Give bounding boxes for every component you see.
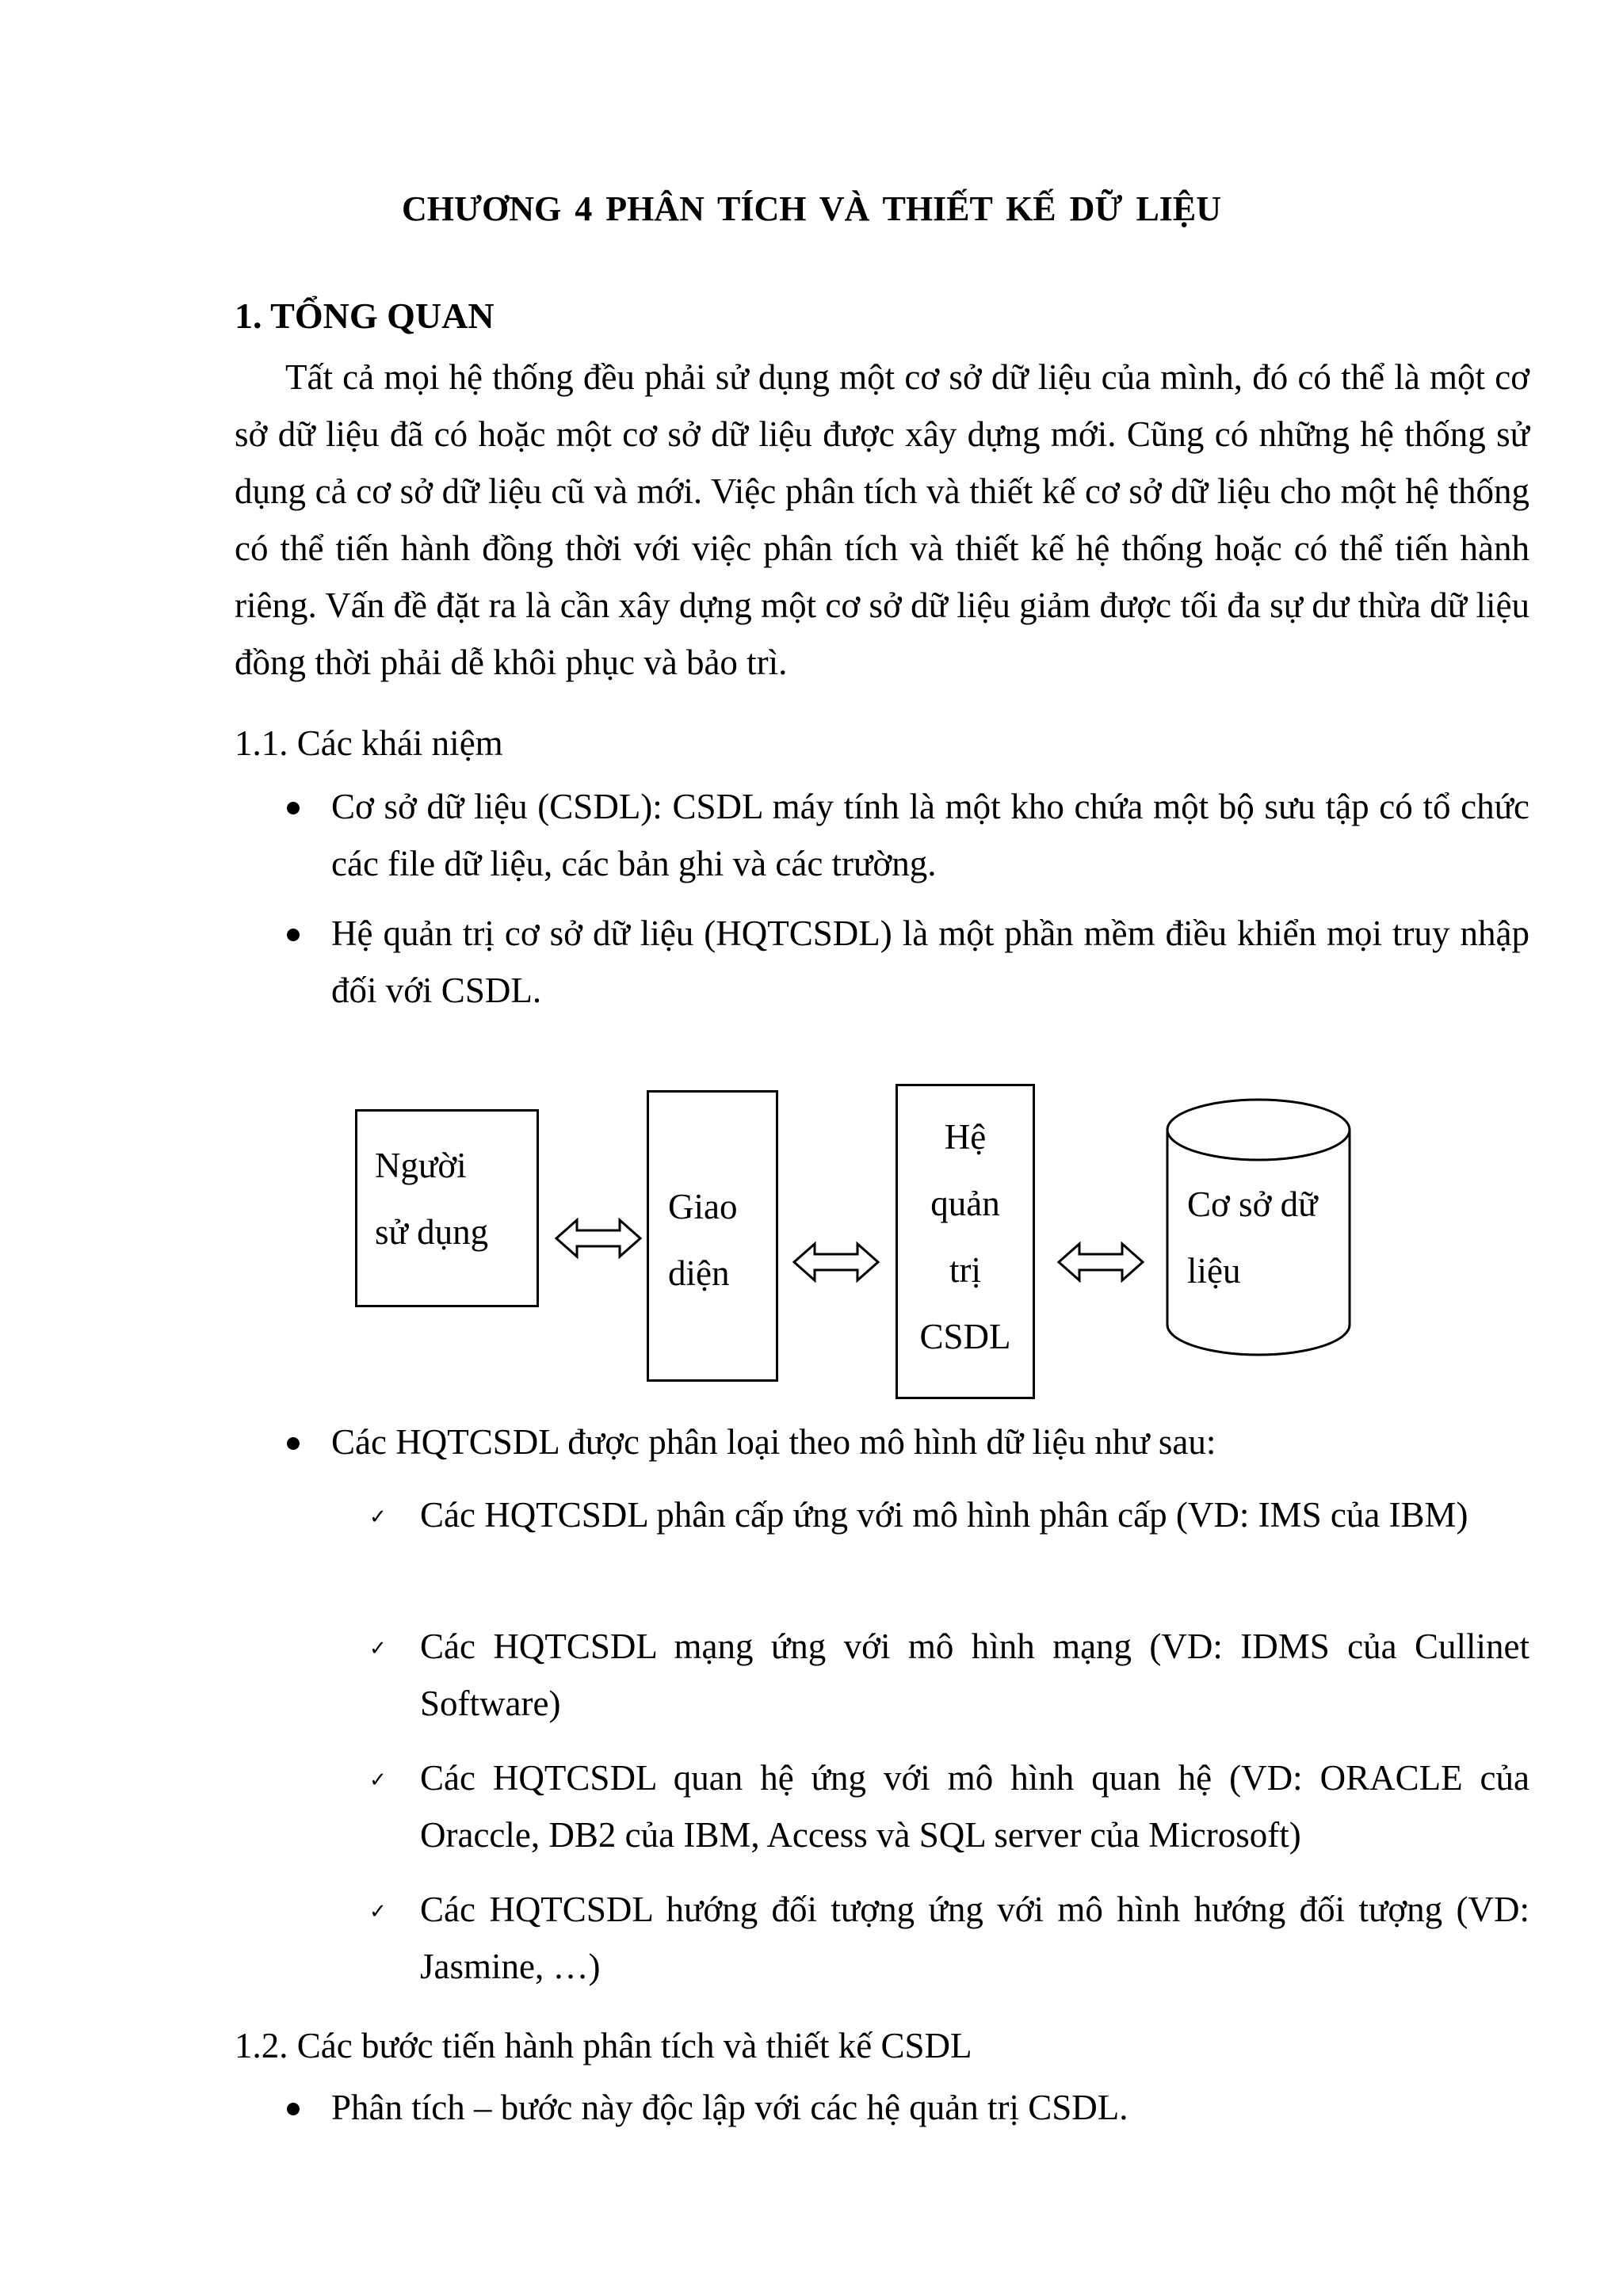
classification-item-object-oriented: Các HQTCSDL hướng đối tượng ứng với mô hình hướng đối tượng (VD: Jasmine, …) bbox=[420, 1890, 1529, 1986]
bullet-icon bbox=[287, 929, 300, 941]
section-heading-steps: 1.2. Các bước tiến hành phân tích và thiết kế CSDL bbox=[235, 2026, 972, 2065]
section-heading-concepts: 1.1. Các khái niệm bbox=[235, 723, 503, 763]
diagram-user-line2: sử dụng bbox=[375, 1212, 489, 1252]
diagram-box-interface bbox=[647, 1090, 778, 1382]
diagram-dbms-line1: Hệ bbox=[944, 1117, 987, 1157]
classification-item-network: Các HQTCSDL mạng ứng với mô hình mạng (VD: IDMS của Cullinet Software) bbox=[420, 1627, 1529, 1723]
double-arrow-icon bbox=[1057, 1241, 1144, 1283]
diagram-dbms-line2: quản bbox=[930, 1184, 1000, 1223]
chapter-title: CHƯƠNG 4 PHÂN TÍCH VÀ THIẾT KẾ DỮ LIỆU bbox=[401, 189, 1222, 228]
diagram-database-line1: Cơ sở dữ bbox=[1187, 1184, 1318, 1224]
double-arrow-icon bbox=[555, 1217, 642, 1260]
double-arrow-icon bbox=[792, 1241, 880, 1283]
diagram-user-line1: Người bbox=[375, 1146, 467, 1185]
check-icon: ✓ bbox=[369, 1505, 387, 1528]
bullet-icon bbox=[287, 802, 300, 814]
classification-item-relational: Các HQTCSDL quan hệ ứng với mô hình quan hệ (VD: ORACLE của Oraccle, DB2 của IBM, Access và SQL server của Microsoft) bbox=[420, 1758, 1529, 1855]
diagram-interface-line2: diện bbox=[668, 1253, 730, 1293]
diagram-box-dbms bbox=[896, 1084, 1035, 1399]
bullet-item-analysis: Phân tích – bước này độc lập với các hệ quản trị CSDL. bbox=[331, 2088, 1128, 2127]
diagram-dbms-line4: CSDL bbox=[919, 1317, 1011, 1356]
diagram-dbms-line3: trị bbox=[949, 1250, 981, 1290]
bullet-item-hqtcsdl: Hệ quản trị cơ sở dữ liệu (HQTCSDL) là một phần mềm điều khiển mọi truy nhập đối với CSDL. bbox=[331, 913, 1529, 1010]
classification-item-hierarchical: Các HQTCSDL phân cấp ứng với mô hình phân cấp (VD: IMS của IBM) bbox=[420, 1495, 1468, 1535]
check-icon: ✓ bbox=[369, 1900, 387, 1923]
check-icon: ✓ bbox=[369, 1768, 387, 1791]
diagram-interface-line1: Giao bbox=[668, 1187, 738, 1226]
diagram-database-line2: liệu bbox=[1187, 1251, 1241, 1291]
check-icon: ✓ bbox=[369, 1637, 387, 1660]
bullet-item-csdl: Cơ sở dữ liệu (CSDL): CSDL máy tính là một kho chứa một bộ sưu tập có tổ chức các file dữ liệu, các bản ghi và các trường. bbox=[331, 787, 1529, 883]
bullet-icon bbox=[287, 2103, 300, 2115]
bullet-icon bbox=[287, 1437, 300, 1450]
overview-paragraph: Tất cả mọi hệ thống đều phải sử dụng một cơ sở dữ liệu của mình, đó có thể là một cơ sở dữ liệu đã có hoặc một cơ sở dữ liệu được xây dựng mới. Cũng có những hệ thống sử dụng cả cơ sở dữ liệu cũ và mới. Việc phân tích và thiết kế cơ sở dữ liệu cho một hệ thống có thể tiến hành đồng thời với việc phân tích và thiết kế hệ thống hoặc có thể tiến hành riêng. Vấn đề đặt ra là cần xây dựng một cơ sở dữ liệu giảm được tối đa sự dư thừa dữ liệu đồng thời phải dễ khôi phục và bảo trì. bbox=[235, 357, 1529, 682]
bullet-item-classification: Các HQTCSDL được phân loại theo mô hình dữ liệu như sau: bbox=[331, 1422, 1216, 1462]
diagram-box-user bbox=[355, 1109, 539, 1307]
section-heading-overview: 1. TỔNG QUAN bbox=[235, 296, 495, 336]
